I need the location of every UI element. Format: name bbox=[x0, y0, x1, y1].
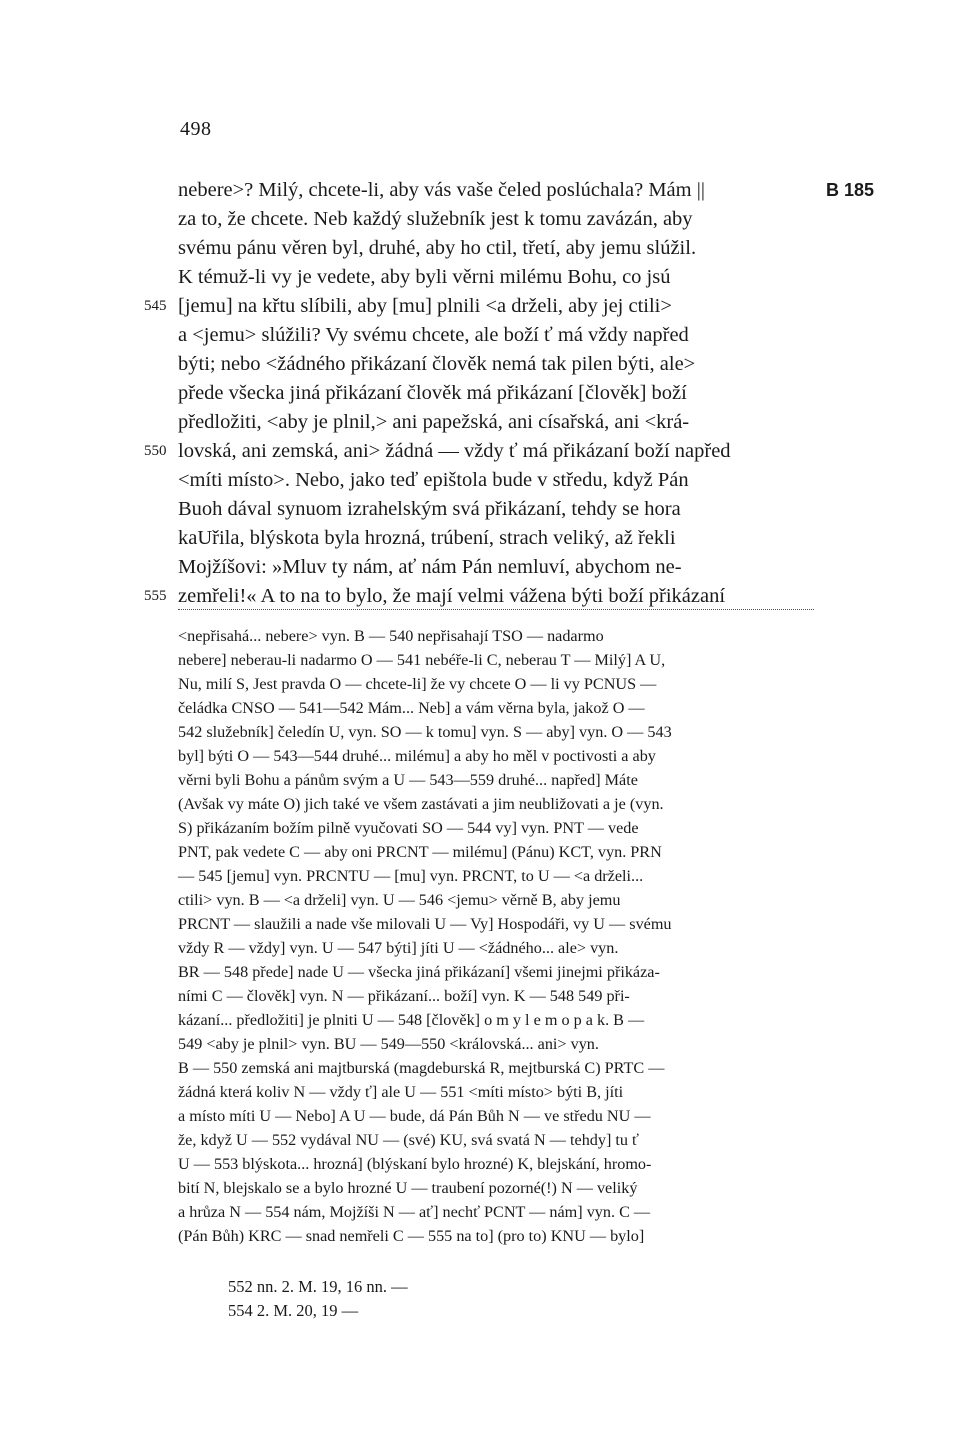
line-number: 545 bbox=[144, 298, 167, 314]
apparatus-line: a hrůza N — 554 nám, Mojžíši N — ať] nechť PCNT — nám] vyn. C — bbox=[178, 1203, 651, 1221]
apparatus-line: PRCNT — slaužili a nade vše milovali U — Vy] Hospodáři, vy U — svému bbox=[178, 915, 672, 933]
line-text: <míti místo>. Nebo, jako teď epištola bude v středu, když Pán bbox=[178, 469, 689, 491]
apparatus-line: věrni byli Bohu a pánům svým a U — 543—559 druhé... napřed] Máte bbox=[178, 771, 638, 789]
apparatus-line: <nepřisahá... nebere> vyn. B — 540 nepřisahají TSO — nadarmo bbox=[178, 627, 604, 645]
apparatus-divider bbox=[178, 609, 814, 610]
main-text-line bbox=[178, 263, 818, 292]
apparatus-line: BR — 548 přede] nade U — všecka jiná přikázaní] všemi jinejmi přikáza- bbox=[178, 963, 660, 981]
main-text-line bbox=[144, 292, 818, 321]
line-text: za to, že chcete. Neb každý služebník jest k tomu zavázán, aby bbox=[178, 208, 693, 230]
apparatus-line: B — 550 zemská ani majtburská (magdeburská R, mejtburská C) PRTC — bbox=[178, 1059, 665, 1077]
main-text-line bbox=[178, 379, 818, 408]
apparatus-line: že, když U — 552 vydával NU — (své) KU, svá svatá N — tehdy] tu ť bbox=[178, 1131, 639, 1149]
main-text-line bbox=[144, 437, 818, 466]
apparatus-line: a místo míti U — Nebo] A U — bude, dá Pán Bůh N — ve středu NU — bbox=[178, 1107, 651, 1125]
apparatus-line: nebere] neberau-li nadarmo O — 541 nebéře-li C, neberau T — Milý] A U, bbox=[178, 651, 666, 669]
line-text: a <jemu> slúžili? Vy svému chcete, ale boží ť má vždy napřed bbox=[178, 324, 689, 346]
main-text-line bbox=[144, 582, 818, 611]
apparatus-line: U — 553 blýskota... hrozná] (blýskaní bylo hrozné) K, blejskání, hromo- bbox=[178, 1155, 652, 1173]
line-text: svému pánu věren byl, druhé, aby ho ctil, třetí, aby jemu slúžil. bbox=[178, 237, 697, 259]
apparatus-line: — 545 [jemu] vyn. PRCNTU — [mu] vyn. PRCNT, to U — <a drželi... bbox=[178, 867, 644, 885]
main-text-line bbox=[178, 350, 818, 379]
line-text: zemřeli!« A to na to bylo, že mají velmi vážena býti boží přikázaní bbox=[178, 585, 726, 607]
main-text-line bbox=[178, 466, 818, 495]
footnote-line: 552 nn. 2. M. 19, 16 nn. — bbox=[228, 1277, 408, 1296]
apparatus-line: kázaní... předložiti] je plniti U — 548 [člověk] o m y l e m o p a k. B — bbox=[178, 1011, 645, 1029]
line-text: kaUřila, blýskota byla hrozná, trúbení, strach veliký, až řekli bbox=[178, 527, 676, 549]
apparatus-line: čeládka CNSO — 541—542 Mám... Neb] a vám věrna byla, jakož O — bbox=[178, 699, 645, 717]
line-text: lovská, ani zemská, ani> žádná — vždy ť má přikázaní boží napřed bbox=[178, 440, 731, 462]
page-number: 498 bbox=[180, 118, 212, 140]
line-text: předložiti, <aby je plnil,> ani papežská, ani císařská, ani <krá- bbox=[178, 411, 690, 433]
line-number: 550 bbox=[144, 443, 167, 459]
apparatus-line: S) přikázaním božím pilně vyučovati SO — 544 vy] vyn. PNT — vede bbox=[178, 819, 639, 837]
main-text-line bbox=[178, 553, 818, 582]
main-text-line bbox=[178, 321, 818, 350]
line-text: přede všecka jiná přikázaní člověk má přikázaní [člověk] boží bbox=[178, 382, 687, 404]
apparatus-line: 549 <aby je plnil> vyn. BU — 549—550 <královská... ani> vyn. bbox=[178, 1035, 599, 1053]
line-text: [jemu] na křtu slíbili, aby [mu] plnili <a drželi, aby jej ctili> bbox=[178, 295, 672, 317]
apparatus-line: (Pán Bůh) KRC — snad nemřeli C — 555 na to] (pro to) KNU — bylo] bbox=[178, 1227, 645, 1245]
line-number: 555 bbox=[144, 588, 167, 604]
main-text-block bbox=[144, 176, 818, 611]
apparatus-line: vždy R — vždy] vyn. U — 547 býti] jíti U — <žádného... ale> vyn. bbox=[178, 939, 619, 957]
apparatus-line: žádná která koliv N — vždy ť] ale U — 551 <míti místo> býti B, jíti bbox=[178, 1083, 624, 1101]
footnote-line: 554 2. M. 20, 19 — bbox=[228, 1301, 359, 1320]
main-text-line bbox=[178, 205, 818, 234]
apparatus-line: ními C — člověk] vyn. N — přikázaní... boží] vyn. K — 548 549 při- bbox=[178, 987, 630, 1005]
line-text: Buoh dával synuom izrahelským svá přikázaní, tehdy se hora bbox=[178, 498, 681, 520]
main-text-line bbox=[178, 495, 818, 524]
apparatus-line: byl] býti O — 543—544 druhé... milému] a aby ho měl v poctivosti a aby bbox=[178, 747, 656, 765]
main-text-line bbox=[178, 524, 818, 553]
biblical-references bbox=[228, 1275, 408, 1323]
apparatus-line: PNT, pak vedete C — aby oni PRCNT — milému] (Pánu) KCT, vyn. PRN bbox=[178, 843, 662, 861]
line-text: Mojžíšovi: »Mluv ty nám, ať nám Pán nemluví, abychom ne- bbox=[178, 556, 682, 578]
main-text-line bbox=[178, 176, 818, 205]
critical-apparatus bbox=[178, 624, 818, 1248]
main-text-line bbox=[178, 234, 818, 263]
apparatus-line: ctili> vyn. B — <a drželi] vyn. U — 546 <jemu> věrně B, aby jemu bbox=[178, 891, 621, 909]
line-text: K témuž-li vy je vedete, aby byli věrni milému Bohu, co jsú bbox=[178, 266, 671, 288]
apparatus-line: 542 služebník] čeledín U, vyn. SO — k tomu] vyn. S — aby] vyn. O — 543 bbox=[178, 723, 672, 741]
apparatus-line: bití N, blejskalo se a bylo hrozné U — traubení pozorné(!) N — veliký bbox=[178, 1179, 638, 1197]
margin-reference: B 185 bbox=[826, 180, 875, 200]
line-text: býti; nebo <žádného přikázaní člověk nemá tak pilen býti, ale> bbox=[178, 353, 696, 375]
apparatus-line: Nu, milí S, Jest pravda O — chcete-li] že vy chcete O — li vy PCNUS — bbox=[178, 675, 657, 693]
line-text: nebere>? Milý, chcete-li, aby vás vaše čeled poslúchala? Mám || bbox=[178, 179, 705, 201]
main-text-line bbox=[178, 408, 818, 437]
apparatus-line: (Avšak vy máte O) jich také ve všem zastávati a jim neubližovati a je (vyn. bbox=[178, 795, 664, 813]
